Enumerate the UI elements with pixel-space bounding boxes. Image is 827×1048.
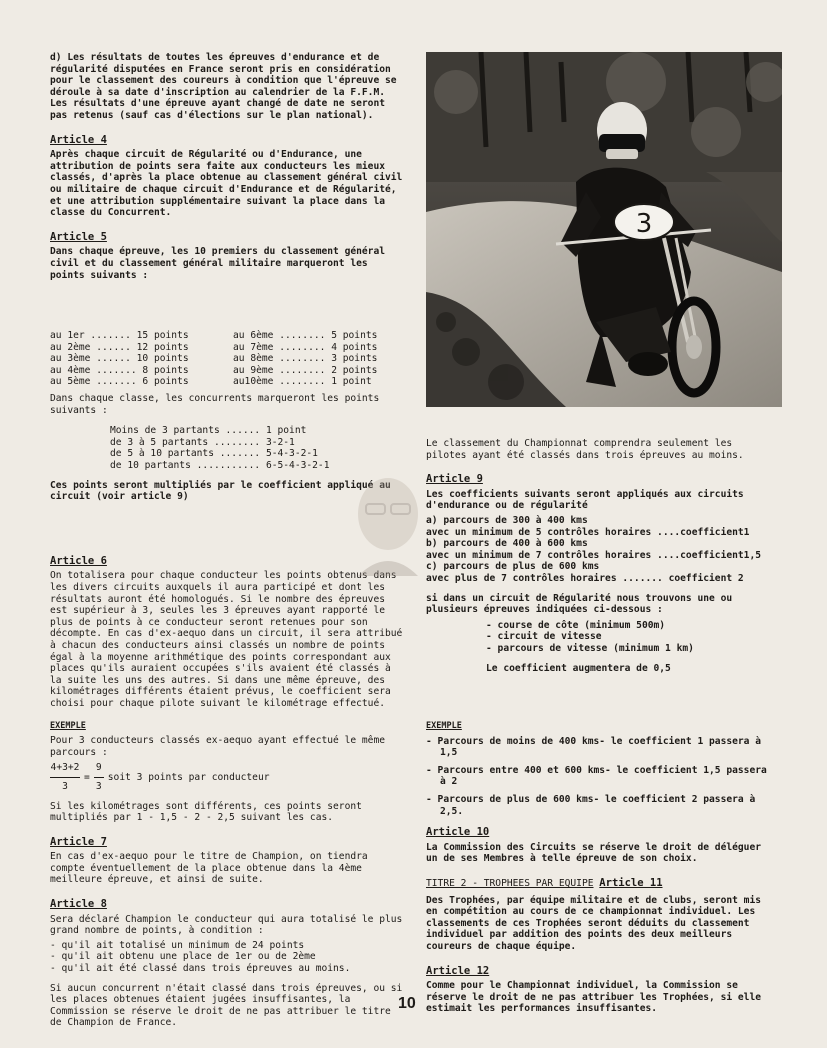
points-right-4: au10ème ........ 1 point [233, 376, 372, 388]
example-item-2: - Parcours de plus de 600 kms- le coefficient 2 passera à 2,5. [426, 794, 756, 817]
article-5-heading: Article 5 [50, 230, 107, 243]
article-8-heading: Article 8 [50, 898, 107, 911]
article-10-heading: Article 10 [426, 826, 490, 839]
spacer [50, 290, 404, 330]
article-8-closing: Si aucun concurrent n'était classé dans trois épreuves, ou si les places obtenues étaient jugées insuffisantes, la Commission se réserve le droit de ne pas attribuer le titre de Champion de France. [50, 982, 403, 1029]
coefficient-item-5: avec plus de 7 contrôles horaires ....... coefficient 2 [426, 572, 744, 584]
fraction-b-numerator: 9 [95, 762, 102, 774]
spacer [426, 683, 778, 719]
motorcycle-photo-illustration [426, 52, 782, 407]
fraction-a-denominator: 3 [62, 780, 68, 792]
example-item-0: - Parcours de moins de 400 kms- le coefficient 1 passera à 1,5 [426, 735, 762, 759]
fraction-a-numerator: 4+3+2 [50, 762, 80, 774]
article-9-heading: Article 9 [426, 473, 483, 486]
article-7-heading: Article 7 [50, 835, 107, 848]
example-item-1: - Parcours entre 400 et 600 kms- le coefficient 1,5 passera à 2 [426, 764, 767, 788]
points-left-2: au 3ème ...... 10 points [50, 353, 189, 365]
class-points-1: de 3 à 5 partants ........ 3-2-1 [110, 436, 295, 448]
class-intro: Dans chaque classe, les concurrents marqueront les points suivants : [50, 393, 380, 416]
example-text: Pour 3 conducteurs classés ex-aequo ayant effectué le même parcours : [50, 735, 386, 758]
article-6-heading: Article 6 [50, 554, 107, 567]
example-list [426, 736, 778, 818]
faint-portrait-illustration [338, 466, 438, 576]
coefficient-item-0: a) parcours de 300 à 400 kms [426, 514, 588, 526]
special-item-2: - parcours de vitesse (minimum 1 km) [486, 642, 694, 654]
class-points-3: de 10 partants ........... 6-5-4-3-2-1 [110, 460, 330, 472]
coefficient-item-2: b) parcours de 400 à 600 kms [426, 538, 588, 550]
points-left-3: au 4ème ....... 8 points [50, 364, 189, 376]
championship-note: Le classement du Championnat comprendra seulement les pilotes ayant été classés dans trois épreuves au moins. [426, 438, 744, 461]
titre-2-heading: TITRE 2 - TROPHEES PAR EQUIPE [426, 878, 594, 890]
coefficient-item-4: c) parcours de plus de 600 kms [426, 561, 600, 573]
article-11-heading: Article 11 [599, 877, 663, 890]
article-11-text: Des Trophées, par équipe militaire et de clubs, seront mis en compétition au cours de ce championnat individuel. Les classements de ces Trophées seront déduits du classement individuel par addition des points des deux meilleurs coureurs de chaque équipe. [426, 894, 762, 952]
condition-0: - qu'il ait totalisé un minimum de 24 points [50, 939, 305, 951]
photo-bib-number: 3 [635, 209, 653, 239]
fraction-bar [50, 777, 80, 778]
points-right-2: au 8ème ........ 3 points [233, 353, 378, 365]
fraction-a [50, 762, 80, 792]
coefficient-item-3: avec un minimum de 7 contrôles horaires ....coefficient1,5 [426, 549, 762, 561]
fraction-b-denominator: 3 [95, 780, 102, 792]
example-heading-right: EXEMPLE [426, 721, 462, 732]
equals-sign: = [84, 771, 90, 783]
condition-1: - qu'il ait obtenu une place de 1er ou de 2ème [50, 951, 316, 963]
article-4-text: Après chaque circuit de Régularité ou d'Endurance, une attribution de points sera faite aux conducteurs les mieux classés, d'après la place obtenue au classement général civil ou militaire de chaque circuit d'Endurance et de Régularité, et une attribution supplémentaire suivant la place dans la classe du Concurrent. [50, 149, 403, 219]
article-9-text: Les coefficients suivants seront appliqués aux circuits d'endurance ou de régularité [426, 488, 744, 512]
class-points-0: Moins de 3 partants ...... 1 point [110, 425, 307, 437]
condition-2: - qu'il ait été classé dans trois épreuves au moins. [50, 963, 351, 975]
article-6-text: On totalisera pour chaque conducteur les points obtenus dans les divers circuits auxquels il aura participé et dont les résultats auront été homologués. Si le nombre des épreuves est supérieur à 3, seules les 3 épreuves ayant rapporté le plus de points à ce conducteur seront retenues pour son décompte. En cas d'ex-aequo dans un circuit, il sera attribué à chacun des conducteurs ainsi classés un nombre de points égal à la moyenne arithmétique des points correspondant aux places qu'ils auraient occupées s'ils avaient été classés à la suite les uns des autres. Si dans une même épreuve, des kilométrages différents étaient prévus, le coefficient sera choisi pour chaque pilote suivant le kilométrage effectué. [50, 570, 403, 709]
article-12-text: Comme pour le Championnat individuel, la Commission se réserve le droit de ne pas attribuer les Trophées, si elle estimait les performances insuffisantes. [426, 980, 762, 1015]
example-heading-left: EXEMPLE [50, 720, 86, 731]
right-column [426, 438, 778, 1024]
article-8-conditions [50, 940, 404, 975]
fraction-bar [94, 777, 104, 778]
class-points-2: de 5 à 10 partants ....... 5-4-3-2-1 [110, 448, 318, 460]
article-8-text: Sera déclaré Champion le conducteur qui aura totalisé le plus grand nombre de points, à condition : [50, 913, 403, 937]
regularity-text: si dans un circuit de Régularité nous trouvons une ou plusieurs épreuves indiquées ci-dessous : [426, 592, 733, 616]
multiplier-note: Ces points seront multipliés par le coefficient appliqué au circuit (voir article 9) [50, 479, 391, 503]
points-left-1: au 2ème ...... 12 points [50, 341, 189, 353]
points-right-1: au 7ème ........ 4 points [233, 341, 378, 353]
coefficient-increase: Le coefficient augmentera de 0,5 [486, 662, 671, 674]
special-item-1: - circuit de vitesse [486, 631, 602, 643]
page-number: 10 [398, 995, 416, 1012]
class-points-list [50, 425, 404, 471]
points-left-4: au 5ème ....... 6 points [50, 376, 189, 388]
points-left-0: au 1er ....... 15 points [50, 330, 189, 342]
special-item-0: - course de côte (minimum 500m) [486, 619, 666, 631]
motorcycle-rider-photo [426, 52, 782, 407]
fraction-example [50, 762, 404, 792]
fraction-b [94, 762, 104, 792]
points-table [50, 330, 404, 388]
points-right-0: au 6ème ........ 5 points [233, 330, 378, 342]
article-12-heading: Article 12 [426, 964, 490, 977]
article-5-text: Dans chaque épreuve, les 10 premiers du classement général civil et du classement général militaire marqueront les points suivants : [50, 246, 386, 281]
km-text: Si les kilométrages sont différents, ces points seront multipliés par 1 - 1,5 - 2 - 2,5 suivant les cas. [50, 800, 362, 824]
coefficient-item-1: avec un minimum de 5 contrôles horaires ....coefficient1 [426, 526, 750, 538]
fraction-result: soit 3 points par conducteur [107, 771, 270, 783]
article-9-coefficients [426, 515, 778, 585]
article-10-text: La Commission des Circuits se réserve le droit de déléguer un de ses Membres à telle épreuve de son choix. [426, 841, 762, 865]
article-7-text: En cas d'ex-aequo pour le titre de Champion, on tiendra compte éventuellement de la place obtenue dans la 4ème meilleure épreuve, et ainsi de suite. [50, 851, 368, 886]
intro-paragraph-d: d) Les résultats de toutes les épreuves d'endurance et de régularité disputées en France seront pris en considération pour le classement des coureurs à condition que l'épreuve se déroule à sa date d'inscription au calendrier de la F.F.M. Les résultats d'une épreuve ayant changé de date ne seront pas retenus (sauf cas d'élections sur le plan national). [50, 52, 397, 121]
points-right-3: au 9ème ........ 2 points [233, 364, 378, 376]
special-events-list [426, 620, 778, 655]
article-4-heading: Article 4 [50, 133, 107, 146]
